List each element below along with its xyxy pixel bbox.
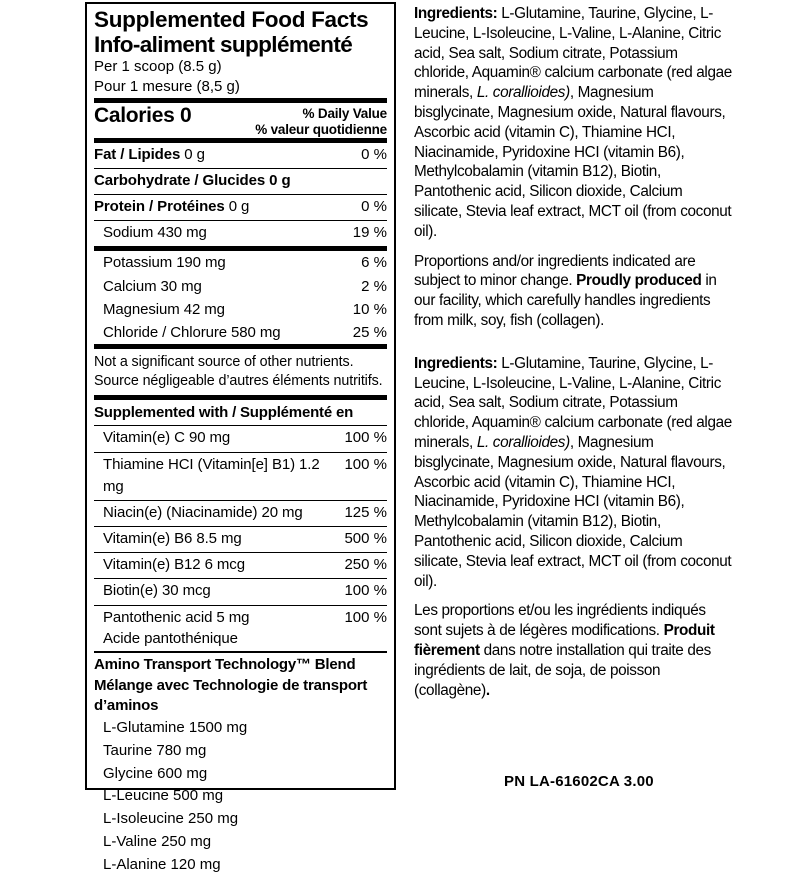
nutrient-dv-potassium: 6 % [361, 254, 387, 272]
supplement-dv-niacin: 125 % [344, 503, 387, 521]
ingredients-label-french: Ingredients: [414, 354, 498, 372]
supplement-dv-vitamin-b12: 250 % [344, 556, 387, 574]
nutrient-row-sodium [94, 221, 387, 246]
proportions-french-post: dans notre installation qui traite des ingrédients de lait, de soja, de poisson (collagène) [414, 641, 711, 699]
proportions-english-pre: Proportions and/or ingredients indicated are subject to minor change. [414, 252, 696, 290]
nutrient-name-chloride: Chloride / Chlorure 580 mg [103, 324, 281, 342]
blend-ingredient-list [94, 716, 387, 877]
supplement-name-pantothenic-acid-english: Pantothenic acid 5 mg [103, 608, 250, 626]
calories-label: Calories 0 [94, 104, 192, 128]
supplement-name-vitamin-b12: Vitamin(e) B12 6 mcg [103, 556, 245, 574]
supplement-row-thiamine [94, 453, 387, 500]
ingredients-body-french-part1: L-Glutamine, Taurine, Glycine, L-Leucine, L-Isoleucine, L-Valine, L-Alanine, Citric acid, Sea salt, Sodium citrate, Potassium chloride, Aquamin® calcium carbonate (red algae minerals, [414, 354, 732, 451]
supplement-row-vitamin-b6 [94, 527, 387, 552]
blend-item: Glycine 600 mg [103, 764, 208, 782]
ingredients-species-french: L. corallioides) [476, 433, 570, 451]
supplement-name-niacin: Niacin(e) (Niacinamide) 20 mg [103, 503, 303, 521]
nutrient-name-sodium: Sodium 430 mg [103, 224, 207, 242]
supplement-name-biotin: Biotin(e) 30 mcg [103, 582, 211, 600]
blend-heading-english: Amino Transport Technology™ Blend [94, 656, 356, 674]
nutrient-dv-chloride: 25 % [352, 324, 387, 342]
produit-fierement-french: Produit fièrement [414, 622, 715, 659]
calories-row [94, 103, 387, 137]
proudly-produced-english: Proudly produced [576, 272, 702, 290]
nutrient-name-magnesium: Magnesium 42 mg [103, 300, 225, 318]
blend-item: L-Isoleucine 250 mg [103, 810, 239, 828]
part-number: PN LA-61602CA 3.00 [504, 773, 654, 790]
minerals-group [94, 251, 387, 344]
supplement-name-thiamine: Thiamine HCI (Vitamin[e] B1) 1.2 mg [103, 455, 320, 495]
supplemented-food-facts-panel [85, 2, 396, 873]
blend-item: L-Leucine 500 mg [103, 787, 224, 805]
blend-heading-french-line1: Mélange avec Technologie de transport [94, 676, 368, 694]
supplement-dv-vitamin-c: 100 % [344, 429, 387, 447]
nutrient-dv-protein: 0 % [361, 198, 387, 216]
ingredients-body-english-part1: L-Glutamine, Taurine, Glycine, L-Leucine, L-Isoleucine, L-Valine, L-Alanine, Citric acid, Sea salt, Sodium citrate, Potassium chloride, Aquamin® calcium carbonate (red algae minerals, [414, 5, 732, 102]
proportions-french-end: . [485, 681, 490, 699]
ingredients-species-english: L. corallioides) [476, 84, 570, 102]
supplement-row-vitamin-b12 [94, 553, 387, 578]
ingredients-body-english-part2: , Magnesium bisglycinate, Magnesium oxide, Natural flavours, Ascorbic acid (vitamin C), Thiamine HCI, Niacinamide, Pyridoxine HCI (vitamin B6), Methylcobalamin (vitamin B12), Biotin, Pantothenic acid, Silicon dioxide, Calcium silicate, Stevia leaf extract, MCT oil (from coconut oil). [414, 84, 732, 240]
column-gap-spacer [414, 342, 734, 354]
blend-item: L-Glutamine 1500 mg [103, 719, 248, 736]
supplement-row-niacin [94, 501, 387, 526]
proportions-english-post: in our facility, which carefully handles ingredients from milk, soy, fish (collagen). [414, 272, 717, 329]
supplement-dv-thiamine: 100 % [344, 455, 387, 473]
nutrient-row-potassium [94, 251, 387, 274]
daily-value-heading-french: % valeur quotidienne [255, 122, 387, 138]
nutrient-row-chloride [94, 321, 387, 344]
nutrient-name-potassium: Potassium 190 mg [103, 254, 226, 272]
supplement-name-vitamin-b6: Vitamin(e) B6 8.5 mg [103, 530, 242, 548]
supplement-dv-pantothenic-acid: 100 % [344, 608, 387, 626]
panel-title-french: Info-aliment supplémenté [94, 32, 353, 58]
ingredients-column [414, 4, 734, 710]
nutrient-amount-fat: 0 g [180, 145, 205, 163]
supplement-name-vitamin-c: Vitamin(e) C 90 mg [103, 429, 231, 447]
supplemented-with-heading: Supplemented with / Supplémenté en [94, 403, 354, 421]
nutrient-name-protein: Protein / Protéines [94, 198, 225, 216]
supplement-row-biotin [94, 579, 387, 604]
daily-value-heading-english: % Daily Value [302, 106, 387, 122]
blend-item: L-Valine 250 mg [103, 832, 212, 850]
ingredients-label-english: Ingredients: [414, 5, 498, 22]
nutrient-dv-fat: 0 % [361, 145, 387, 163]
supplement-name-pantothenic-acid-french: Acide pantothénique [103, 629, 238, 647]
nutrient-dv-calcium: 2 % [361, 277, 387, 295]
nutrient-row-protein [94, 195, 387, 220]
not-significant-source-note [94, 349, 387, 394]
proportions-paragraph-french [414, 601, 734, 700]
serving-size-french: Pour 1 mesure (8,5 g) [94, 77, 240, 95]
blend-heading-french-line2: d’aminos [94, 696, 159, 714]
ingredients-paragraph-french [414, 354, 734, 592]
nutrient-amount-protein: 0 g [224, 198, 250, 216]
ingredients-body-french-part2: , Magnesium bisglycinate, Magnesium oxide, Natural flavours, Ascorbic acid (vitamin C), Thiamine HCI, Niacinamide, Pyridoxine HCI (vitamin B6), Methylcobalamin (vitamin B12), Biotin, Pantothenic acid, Silicon dioxide, Calcium silicate, Stevia leaf extract, MCT oil (from coconut oil). [414, 433, 732, 590]
serving-size-english: Per 1 scoop (8.5 g) [94, 58, 222, 76]
nutrient-name-calcium: Calcium 30 mg [103, 277, 202, 295]
nutrient-dv-sodium: 19 % [352, 224, 387, 242]
daily-value-heading [255, 104, 387, 137]
supplement-dv-biotin: 100 % [344, 582, 387, 600]
blend-heading [94, 653, 387, 716]
nutrient-row-calcium [94, 275, 387, 298]
proportions-paragraph-english [414, 252, 734, 331]
nutrient-row-carbohydrate [94, 169, 387, 194]
note-english: Not a significant source of other nutrients. [94, 354, 354, 371]
note-french: Source négligeable d’autres éléments nutritifs. [94, 373, 383, 390]
nutrient-name-fat: Fat / Lipides [94, 145, 181, 163]
proportions-french-pre: Les proportions et/ou les ingrédients indiqués sont sujets à de légères modifications. [414, 602, 706, 640]
panel-title-english: Supplemented Food Facts [94, 7, 369, 32]
nutrient-row-magnesium [94, 298, 387, 321]
supplement-dv-vitamin-b6: 500 % [344, 530, 387, 548]
nutrient-row-fat [94, 143, 387, 168]
nutrient-dv-magnesium: 10 % [352, 300, 387, 318]
blend-item: L-Alanine 120 mg [103, 855, 221, 873]
supplement-row-vitamin-c [94, 426, 387, 451]
supplement-row-pantothenic-acid [94, 606, 387, 652]
blend-item: Taurine 780 mg [103, 741, 207, 759]
nutrient-name-carbohydrate: Carbohydrate / Glucides 0 g [94, 171, 291, 189]
ingredients-paragraph-english [414, 4, 734, 242]
